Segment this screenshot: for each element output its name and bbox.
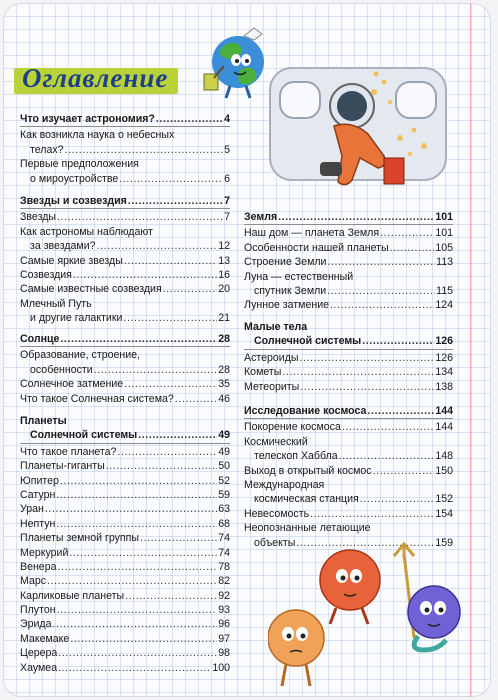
toc-heading-title: Что изучает астрономия?: [20, 113, 155, 125]
toc-entry-page: 49: [218, 445, 230, 458]
toc-heading-title: Солнечной системы: [30, 429, 138, 442]
toc-entry-page: 74: [218, 546, 230, 559]
toc-entry[interactable]: [20, 531, 230, 545]
heading-underline: [20, 208, 230, 209]
toc-entry[interactable]: [20, 157, 230, 171]
toc-entry-page: 5: [224, 143, 230, 156]
toc-entry-page: 20: [218, 283, 230, 296]
dot-leader: [140, 531, 217, 545]
toc-section: [20, 194, 230, 326]
toc-entry-page: 159: [435, 536, 453, 549]
toc-entry[interactable]: [20, 617, 230, 631]
toc-entry-page: 78: [218, 560, 230, 573]
heading-underline: [244, 418, 453, 419]
toc-entry-page: 52: [218, 474, 230, 487]
toc-entry-title: Макемаке: [20, 632, 70, 645]
toc-entry[interactable]: [244, 380, 453, 394]
toc-entry-title: Особенности нашей планеты: [244, 241, 389, 254]
toc-entry-title: Уран: [20, 503, 44, 516]
toc-entry-title: Как возникла наука о небесных: [20, 129, 175, 142]
toc-entry-title: Хаумеа: [20, 661, 58, 674]
toc-section: [244, 404, 453, 550]
toc-heading-page: 49: [218, 429, 230, 442]
dot-leader: [97, 239, 218, 253]
toc-entry-title: Нептун: [20, 517, 56, 530]
toc-entry-title: Планеты-гиганты: [20, 460, 105, 473]
toc-entry-title: Планеты земной группы: [20, 532, 140, 545]
toc-heading-page: 7: [224, 195, 230, 207]
toc-heading[interactable]: [244, 210, 453, 224]
dot-leader: [56, 517, 217, 531]
dot-leader: [327, 284, 435, 298]
toc-entry-title: Международная: [244, 478, 325, 491]
dot-leader: [390, 241, 435, 255]
toc-entry-title: Как астрономы наблюдают: [20, 225, 153, 238]
toc-entry[interactable]: [244, 435, 453, 449]
dot-leader: [60, 474, 217, 488]
toc-heading-page: 28: [218, 333, 230, 345]
heading-underline: [20, 126, 230, 127]
toc-entry[interactable]: [244, 464, 453, 478]
toc-heading-title: Малые тела: [244, 321, 308, 333]
dot-leader: [124, 254, 217, 268]
toc-entry-title: космическая станция: [254, 493, 359, 506]
toc-entry-page: 28: [218, 363, 230, 376]
dot-leader: [94, 363, 218, 377]
toc-heading-page: 144: [435, 405, 453, 417]
dot-leader: [299, 351, 434, 365]
planet-entries: [20, 445, 230, 675]
toc-entry[interactable]: [20, 282, 230, 296]
dot-leader: [58, 646, 217, 660]
toc-section: [244, 210, 453, 313]
toc-entry-title: Плутон: [20, 604, 56, 617]
toc-entry[interactable]: [244, 365, 453, 379]
toc-entry-page: 152: [435, 493, 453, 506]
dot-leader: [138, 428, 217, 442]
dot-leader: [57, 603, 218, 617]
toc-entry-title: Образование, строение,: [20, 349, 140, 362]
toc-entry-page: 92: [218, 589, 230, 602]
toc-entry-continued[interactable]: [20, 363, 230, 377]
toc-heading[interactable]: [20, 194, 230, 208]
toc-entry[interactable]: [20, 459, 230, 473]
heading-underline: [20, 346, 230, 347]
toc-entry-title: Солнечное затмение: [20, 378, 124, 391]
toc-entry-title: Самые яркие звезды: [20, 254, 123, 267]
toc-heading-title: Солнце: [20, 333, 60, 345]
dot-leader: [58, 661, 211, 675]
toc-entry-page: 96: [218, 618, 230, 631]
toc-entry-page: 82: [218, 575, 230, 588]
toc-entry-continued[interactable]: [244, 449, 453, 463]
toc-entry-title: Метеориты: [244, 380, 300, 393]
page-title: Оглавление: [22, 63, 169, 93]
toc-entry-continued[interactable]: [244, 492, 453, 506]
toc-entry-page: 101: [435, 227, 453, 240]
toc-entry-title: Сатурн: [20, 488, 56, 501]
toc-heading-page: 101: [435, 211, 453, 223]
dot-leader: [56, 488, 217, 502]
toc-entry[interactable]: [244, 507, 453, 521]
dot-leader: [57, 210, 223, 224]
toc-entry-page: 115: [436, 284, 453, 297]
toc-entry-title: объекты: [254, 536, 296, 549]
toc-heading-continued[interactable]: [20, 428, 230, 442]
dot-leader: [362, 334, 434, 348]
toc-heading-continued[interactable]: [244, 334, 453, 348]
heading-underline: [244, 349, 453, 350]
toc-section: [244, 320, 453, 394]
toc-entry[interactable]: [20, 392, 230, 406]
toc-entry-page: 12: [218, 240, 230, 253]
toc-entry[interactable]: [20, 128, 230, 142]
dot-leader: [119, 172, 223, 186]
dot-leader: [45, 502, 217, 516]
toc-entry-page: 144: [435, 421, 453, 434]
toc-entry[interactable]: [20, 574, 230, 588]
title-block: [14, 62, 182, 98]
toc-entry[interactable]: [20, 488, 230, 502]
toc-entry-page: 13: [218, 254, 230, 267]
toc-entry-title: Созвездия: [20, 268, 72, 281]
toc-entry-title: Невесомость: [244, 507, 310, 520]
toc-entry-continued[interactable]: [20, 143, 230, 157]
toc-entry[interactable]: [244, 241, 453, 255]
toc-entry-page: 98: [218, 647, 230, 660]
toc-entry-title: Млечный Путь: [20, 297, 92, 310]
toc-entry[interactable]: [20, 268, 230, 282]
toc-heading-page: 126: [435, 335, 453, 348]
toc-entry-title: Что такое планета?: [20, 445, 117, 458]
toc-entry-page: 74: [218, 532, 230, 545]
toc-entry-title: Покорение космоса: [244, 421, 341, 434]
toc-entry-title: Карликовые планеты: [20, 589, 125, 602]
dot-leader: [123, 311, 217, 325]
toc-entry[interactable]: [20, 348, 230, 362]
dot-leader: [53, 617, 218, 631]
toc-entry-title: Неопознанные летающие: [244, 522, 371, 535]
toc-entry-title: Первые предположения: [20, 158, 139, 171]
toc-entry-title: Лунное затмение: [244, 299, 329, 312]
toc-entry-page: 124: [435, 299, 453, 312]
toc-entry[interactable]: [20, 546, 230, 560]
dot-leader: [57, 560, 217, 574]
dot-leader: [282, 365, 434, 379]
toc-entry-page: 148: [435, 450, 453, 463]
toc-entry-title: Юпитер: [20, 474, 59, 487]
toc-entry-page: 59: [218, 488, 230, 501]
dot-leader: [124, 377, 217, 391]
dot-leader: [70, 632, 217, 646]
toc-entry-continued[interactable]: [244, 284, 453, 298]
toc-entry-page: 63: [218, 503, 230, 516]
dot-leader: [106, 459, 218, 473]
toc-section: [20, 332, 230, 406]
toc-entry-title: спутник Земли: [254, 284, 327, 297]
toc-entry-title: Наш дом — планета Земля: [244, 227, 380, 240]
toc-heading-title: Звезды и созвездия: [20, 195, 127, 207]
toc-entry-page: 113: [436, 256, 453, 269]
toc-entry-page: 100: [212, 661, 230, 674]
toc-entry-title: Марс: [20, 575, 47, 588]
dot-leader: [175, 392, 217, 406]
toc-heading[interactable]: [20, 112, 230, 126]
dot-leader: [367, 404, 434, 418]
toc-entry-page: 68: [218, 517, 230, 530]
dot-leader: [339, 449, 435, 463]
toc-entry-page: 46: [218, 392, 230, 405]
toc-entry-title: Выход в открытый космос: [244, 464, 372, 477]
toc-entry[interactable]: [20, 517, 230, 531]
heading-underline: [20, 443, 230, 444]
toc-section: [20, 414, 230, 675]
toc-entry-title: за звездами?: [30, 240, 96, 253]
toc-entry-title: Кометы: [244, 366, 282, 379]
toc-heading-title: Планеты: [20, 415, 67, 427]
toc-entry[interactable]: [244, 478, 453, 492]
planet-characters-illustration: [268, 542, 472, 696]
toc-entry[interactable]: [244, 255, 453, 269]
toc-entry[interactable]: [20, 297, 230, 311]
dot-leader: [380, 226, 434, 240]
astronaut-illustration: [264, 62, 452, 204]
toc-entry[interactable]: [20, 254, 230, 268]
toc-entry-title: Меркурий: [20, 546, 69, 559]
dot-leader: [330, 298, 434, 312]
toc-entry-title: Звезды: [20, 211, 56, 224]
toc-entry[interactable]: [244, 298, 453, 312]
toc-entry[interactable]: [20, 589, 230, 603]
dot-leader: [342, 420, 434, 434]
toc-heading-title: Солнечной системы: [254, 335, 362, 348]
dot-leader: [128, 194, 223, 208]
toc-entry[interactable]: [20, 646, 230, 660]
toc-entry-page: 21: [218, 312, 230, 325]
toc-entry[interactable]: [20, 225, 230, 239]
toc-entry-page: 93: [218, 604, 230, 617]
toc-entry-page: 97: [218, 632, 230, 645]
toc-entry-title: Астероиды: [244, 351, 299, 364]
toc-entry-title: Что такое Солнечная система?: [20, 392, 174, 405]
toc-entry[interactable]: [20, 377, 230, 391]
toc-entry-continued[interactable]: [20, 311, 230, 325]
dot-leader: [117, 445, 217, 459]
toc-entry[interactable]: [244, 521, 453, 535]
toc-heading[interactable]: [244, 404, 453, 418]
dot-leader: [163, 282, 218, 296]
toc-entry[interactable]: [244, 270, 453, 284]
toc-entry[interactable]: [244, 226, 453, 240]
toc-entry-page: 7: [224, 211, 230, 224]
toc-heading[interactable]: [244, 320, 453, 334]
toc-entry[interactable]: [20, 632, 230, 646]
toc-entry-page: 126: [435, 351, 453, 364]
dot-leader: [373, 464, 435, 478]
toc-entry[interactable]: [20, 661, 230, 675]
toc-heading-title: Земля: [244, 211, 278, 223]
toc-section: [20, 112, 230, 186]
toc-entry-title: телах?: [30, 143, 64, 156]
toc-entry-page: 134: [435, 366, 453, 379]
toc-entry-page: 150: [435, 464, 453, 477]
dot-leader: [125, 589, 217, 603]
heading-underline: [244, 224, 453, 225]
toc-entry[interactable]: [20, 210, 230, 224]
toc-entry-title: Венера: [20, 560, 57, 573]
toc-entry-title: о мироустройстве: [30, 172, 119, 185]
toc-entry[interactable]: [20, 445, 230, 459]
dot-leader: [60, 332, 217, 346]
dot-leader: [310, 507, 434, 521]
dot-leader: [278, 210, 434, 224]
toc-heading[interactable]: [20, 332, 230, 346]
toc-entry[interactable]: [20, 502, 230, 516]
toc-heading-page: 4: [224, 113, 230, 125]
toc-entry-page: 50: [218, 460, 230, 473]
toc-heading[interactable]: [20, 414, 230, 428]
toc-entry[interactable]: [244, 351, 453, 365]
toc-entry-title: Луна — естественный: [244, 270, 354, 283]
toc-entry-title: Самые известные созвездия: [20, 283, 162, 296]
dot-leader: [156, 112, 223, 126]
toc-entry-page: 16: [218, 268, 230, 281]
toc-entry-title: Космический: [244, 435, 308, 448]
toc-entry-page: 35: [218, 378, 230, 391]
toc-entry[interactable]: [20, 474, 230, 488]
toc-entry[interactable]: [244, 420, 453, 434]
dot-leader: [65, 143, 224, 157]
toc-entry-title: Церера: [20, 647, 58, 660]
dot-leader: [300, 380, 434, 394]
dot-leader: [73, 268, 217, 282]
toc-entry-title: особенности: [30, 363, 93, 376]
toc-entry-page: 138: [435, 380, 453, 393]
toc-entry-title: Эрида: [20, 618, 52, 631]
toc-entry[interactable]: [20, 560, 230, 574]
dot-leader: [47, 574, 217, 588]
toc-heading-title: Исследование космоса: [244, 405, 367, 417]
toc-entry-page: 154: [435, 507, 453, 520]
toc-entry-title: Строение Земли: [244, 256, 327, 269]
dot-leader: [69, 546, 217, 560]
dot-leader: [360, 492, 435, 506]
toc-entry[interactable]: [20, 603, 230, 617]
toc-entry-page: 6: [224, 172, 230, 185]
toc-entry-continued[interactable]: [20, 239, 230, 253]
toc-entry-page: 105: [435, 241, 453, 254]
dot-leader: [327, 255, 435, 269]
toc-entry-title: телескоп Хаббла: [254, 450, 338, 463]
toc-entry-continued[interactable]: [20, 172, 230, 186]
toc-entry-title: и другие галактики: [30, 312, 123, 325]
